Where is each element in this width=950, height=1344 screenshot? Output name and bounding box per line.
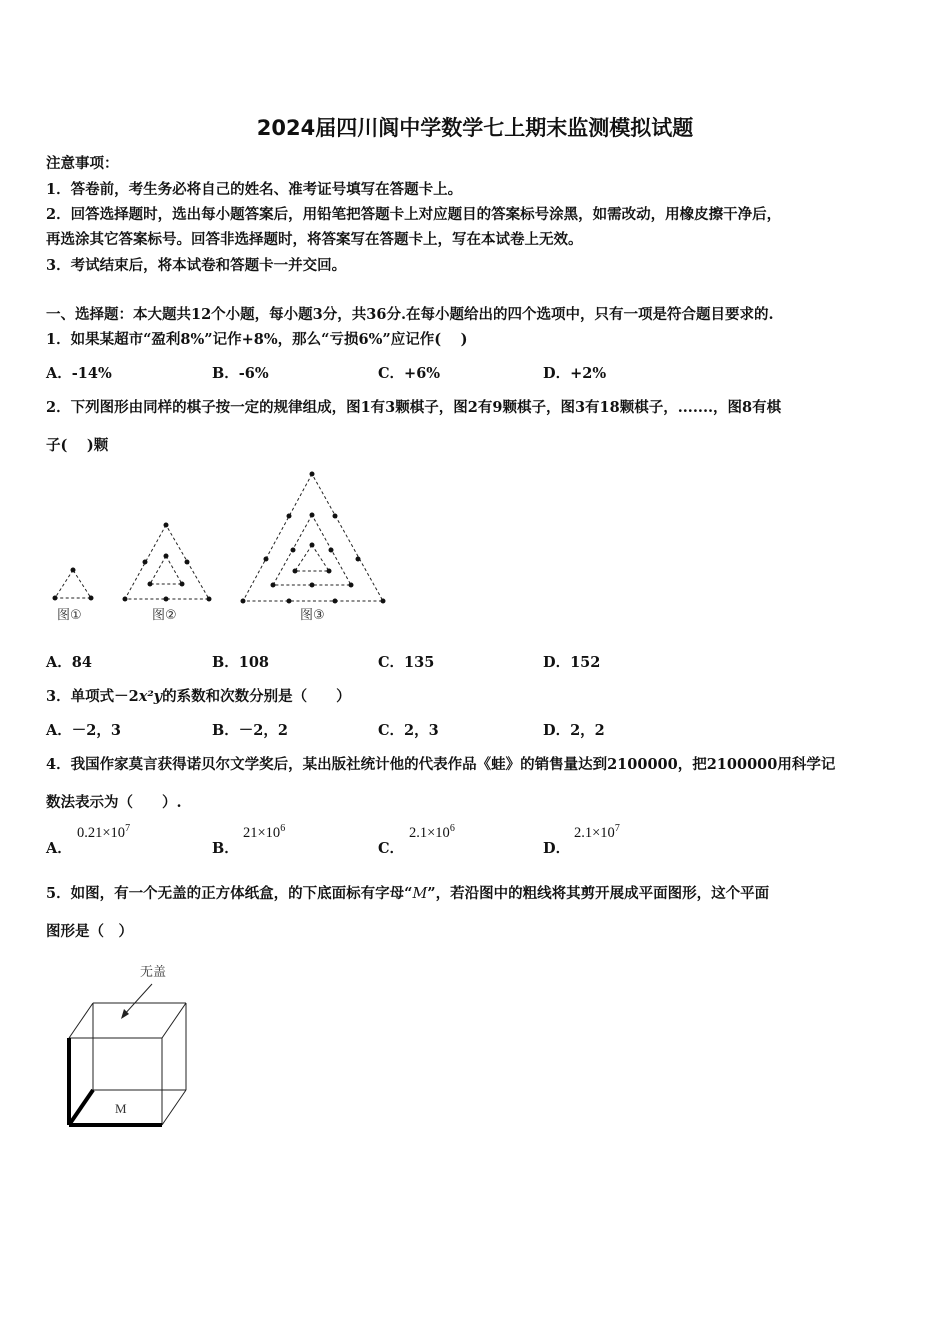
- chess-pattern-figure: [40, 462, 400, 630]
- notice-heading: 注意事项：: [46, 155, 119, 172]
- figure-3-caption: 图③: [300, 608, 325, 623]
- cube-box-figure: [60, 958, 200, 1138]
- q3-option-c[interactable]: C．2，3: [378, 722, 439, 739]
- sci-exponent: 7: [614, 823, 620, 834]
- chess-piece: [123, 597, 128, 602]
- chess-piece: [333, 514, 338, 519]
- question-5-text: [46, 882, 769, 903]
- chess-piece: [264, 557, 269, 562]
- cube-thin-edges: [69, 1003, 186, 1125]
- notice-item-3: 3．考试结束后，将本试卷和答题卡一并交回。: [46, 257, 347, 274]
- q3-suffix: 的系数和次数分别是（ ）: [162, 688, 351, 705]
- chess-piece: [53, 596, 58, 601]
- q3-expression: x²y: [138, 688, 163, 705]
- chess-piece: [291, 548, 296, 553]
- question-4-text: 4．我国作家莫言获得诺贝尔文学奖后，某出版社统计他的代表作品《蛙》的销售量达到2100000，把2100000用科学记: [46, 756, 836, 773]
- q1-option-a[interactable]: A．-14%: [46, 365, 112, 382]
- chess-piece: [180, 582, 185, 587]
- q3-option-b[interactable]: B．－2，2: [212, 722, 288, 739]
- q2-option-d[interactable]: D．152: [543, 654, 601, 671]
- notice-item-2-cont: 再选涂其它答案标号。回答非选择题时，将答案写在答题卡上，写在本试卷上无效。: [46, 231, 583, 248]
- sci-base: 2.1×10: [409, 824, 450, 841]
- q4-option-b-label[interactable]: B．: [212, 840, 239, 857]
- q5-text-a: 5．如图，有一个无盖的正方体纸盒，的下底面标有字母“: [46, 885, 413, 902]
- q4-option-d-value[interactable]: [574, 823, 620, 842]
- section-heading: 一、选择题：本大题共12个小题，每小题3分，共36分.在每小题给出的四个选项中，只有一项是符合题目要求的.: [46, 306, 774, 323]
- sci-exponent: 6: [449, 823, 455, 834]
- chess-piece: [349, 583, 354, 588]
- q4-option-c-label[interactable]: C．: [378, 840, 405, 857]
- chess-piece: [310, 543, 315, 548]
- question-1-text: 1．如果某超市“盈利8%”记作+8%，那么“亏损6%”应记作( ): [46, 331, 468, 348]
- notice-item-2: 2．回答选择题时，选出每小题答案后，用铅笔把答题卡上对应题目的答案标号涂黑，如需改动，用橡皮擦干净后，: [46, 206, 782, 223]
- chess-piece: [143, 560, 148, 565]
- chess-piece: [310, 472, 315, 477]
- chess-piece: [185, 560, 190, 565]
- chess-piece: [293, 569, 298, 574]
- chess-piece: [356, 557, 361, 562]
- figure-2-caption: 图②: [152, 608, 177, 623]
- chess-piece: [148, 582, 153, 587]
- figure-1-caption: 图①: [57, 608, 82, 623]
- q4-option-a-label[interactable]: A．: [46, 840, 72, 857]
- chess-piece: [207, 597, 212, 602]
- chess-piece: [287, 514, 292, 519]
- chess-piece: [271, 583, 276, 588]
- question-3-text: [46, 685, 351, 706]
- q1-option-c[interactable]: C．+6%: [378, 365, 441, 382]
- chess-piece: [329, 548, 334, 553]
- q1-option-d[interactable]: D．+2%: [543, 365, 607, 382]
- q5-text-b: ”，若沿图中的粗线将其剪开展成平面图形，这个平面: [427, 885, 770, 902]
- chess-piece: [241, 599, 246, 604]
- arrow-icon: [123, 984, 152, 1016]
- question-2-text-cont: 子( )颗: [46, 437, 109, 454]
- q4-option-a-value[interactable]: [77, 823, 130, 842]
- q5-letter: M: [412, 886, 428, 902]
- q2-option-a[interactable]: A．84: [46, 654, 92, 671]
- chess-piece: [164, 554, 169, 559]
- chess-piece: [89, 596, 94, 601]
- chess-piece: [327, 569, 332, 574]
- q4-option-c-value[interactable]: [409, 823, 455, 842]
- q3-option-d[interactable]: D．2，2: [543, 722, 605, 739]
- q2-option-c[interactable]: C．135: [378, 654, 435, 671]
- sci-base: 0.21×10: [77, 824, 126, 841]
- q3-prefix: 3．单项式－2: [46, 688, 139, 705]
- question-2-text: 2．下列图形由同样的棋子按一定的规律组成，图1有3颗棋子，图2有9颗棋子，图3有18颗棋子，.......，图8有棋: [46, 399, 782, 416]
- q2-option-b[interactable]: B．108: [212, 654, 270, 671]
- sci-base: 21×10: [243, 824, 281, 841]
- chess-pieces: [53, 472, 386, 604]
- chess-piece: [164, 597, 169, 602]
- sci-base: 2.1×10: [574, 824, 615, 841]
- question-4-text-cont: 数法表示为（ ）.: [46, 794, 182, 811]
- q4-option-b-value[interactable]: [243, 823, 285, 842]
- cube-bottom-label: M: [115, 1101, 127, 1116]
- q1-option-b[interactable]: B．-6%: [212, 365, 269, 382]
- chess-piece: [381, 599, 386, 604]
- q4-option-d-label[interactable]: D．: [543, 840, 571, 857]
- chess-piece: [71, 568, 76, 573]
- chess-piece: [164, 523, 169, 528]
- chess-piece: [333, 599, 338, 604]
- chess-piece: [310, 513, 315, 518]
- sci-exponent: 7: [125, 823, 131, 834]
- page-title: 2024届四川阆中学数学七上期末监测模拟试题: [256, 116, 694, 140]
- notice-item-1: 1．答卷前，考生务必将自己的姓名、准考证号填写在答题卡上。: [46, 181, 463, 198]
- q3-option-a[interactable]: A．－2，3: [46, 722, 121, 739]
- chess-piece: [310, 583, 315, 588]
- question-5-text-cont: 图形是（ ）: [46, 923, 133, 940]
- chess-piece: [287, 599, 292, 604]
- sci-exponent: 6: [280, 823, 286, 834]
- pattern-lines: [55, 474, 383, 601]
- cube-top-label: 无盖: [140, 965, 167, 980]
